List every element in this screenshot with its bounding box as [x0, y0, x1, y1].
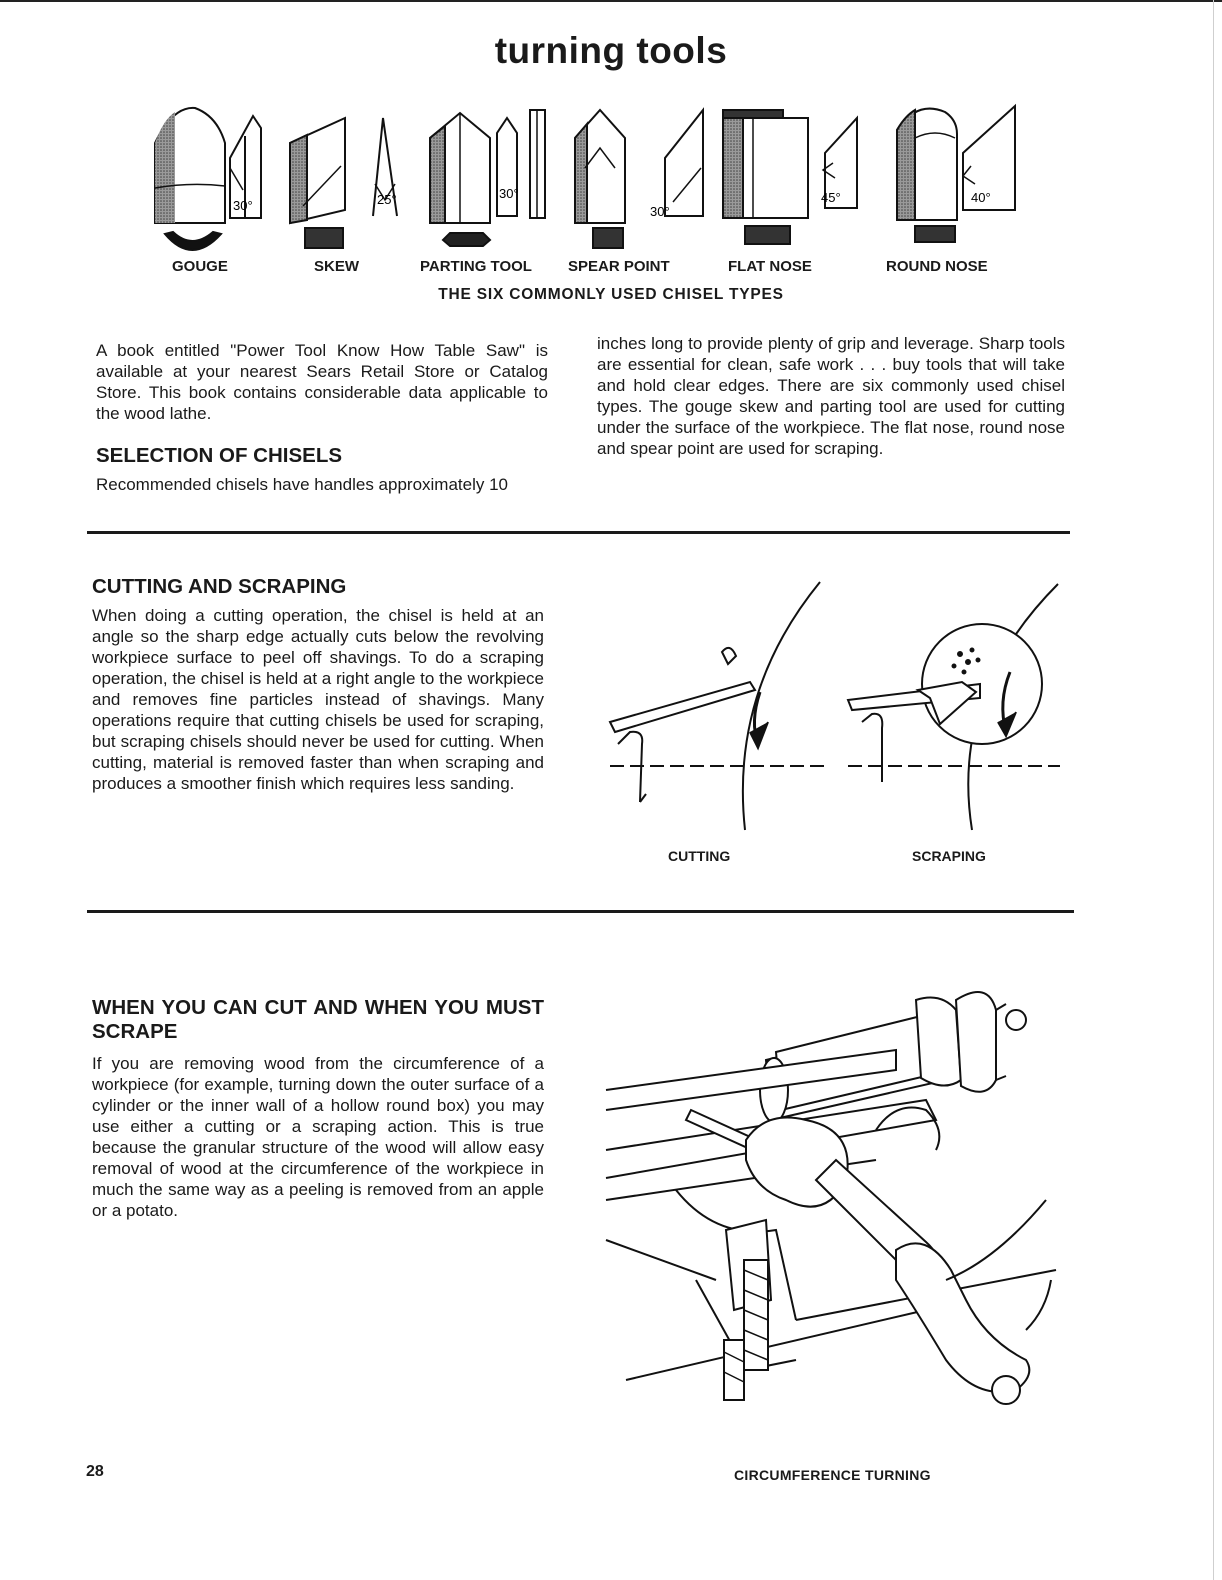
section-divider	[87, 910, 1074, 913]
flat-nose-icon	[723, 110, 857, 244]
angle-label: 30°	[499, 186, 519, 201]
cutting-scraping-diagram	[600, 572, 1070, 842]
intro-paragraph: A book entitled "Power Tool Know How Table Saw" is available at your nearest Sears Retail Store or Catalog Store. This book contains considerable data applicable to the wood lathe.	[96, 341, 548, 423]
tool-label-gouge: GOUGE	[172, 258, 228, 275]
cutting-figure-label: CUTTING	[668, 848, 731, 864]
chisel-types-illustration	[145, 98, 1025, 258]
cutting-scraping-paragraph: When doing a cutting operation, the chisel is held at an angle so the sharp edge actually cuts below the revolving workpiece surface to peel off shavings. To do a scraping operation, the chisel is held at a right angle to the workpiece and removes fine particles instead of shavings. Many operations require that cutting chisels be used for scraping, but scraping chisels should never be used for cutting. When cutting, material is removed faster than when scraping and produces a smoother finish which requires less sanding.	[92, 606, 544, 793]
angle-label: 40°	[971, 190, 991, 205]
page-right-edge	[1213, 0, 1214, 1580]
page-number: 28	[86, 1463, 104, 1480]
angle-label: 45°	[821, 190, 841, 205]
tool-label-flat-nose: FLAT NOSE	[728, 258, 812, 275]
page-top-edge	[0, 0, 1222, 2]
cut-or-scrape-heading: WHEN YOU CAN CUT AND WHEN YOU MUST SCRAPE	[92, 996, 544, 1043]
tool-label-skew: SKEW	[314, 258, 359, 275]
skew-icon	[290, 118, 397, 248]
tool-label-round-nose: ROUND NOSE	[886, 258, 988, 275]
angle-label: 30°	[233, 198, 253, 213]
lathe-turning-illustration	[596, 980, 1066, 1420]
spear-point-icon	[575, 110, 703, 248]
selection-heading: SELECTION OF CHISELS	[96, 444, 343, 467]
cutting-scraping-heading: CUTTING AND SCRAPING	[92, 575, 347, 598]
round-nose-icon	[897, 106, 1015, 242]
cut-or-scrape-paragraph: If you are removing wood from the circumference of a workpiece (for example, turning down the outer surface of a cylinder or the inner wall of a hollow round box) you may use either a cutting or a scraping action. This is true because the granular structure of the wood will allow easy removal of wood at the circumference of the workpiece in much the same way as a peeling is removed from an apple or a potato.	[92, 1054, 544, 1220]
tool-label-spear-point: SPEAR POINT	[568, 258, 670, 275]
selection-paragraph-cont: inches long to provide plenty of grip and leverage. Sharp tools are essential for clean, safe work . . . buy tools that will take and hold clear edges. There are six commonly used chisel types. The gouge skew and parting tool are used for cutting under the surface of the workpiece. The flat nose, round nose and spear point are used for scraping.	[597, 334, 1065, 458]
scraping-figure-label: SCRAPING	[912, 848, 986, 864]
chisel-types-caption: THE SIX COMMONLY USED CHISEL TYPES	[438, 286, 784, 303]
section-divider	[87, 531, 1070, 534]
footer-section-title: CIRCUMFERENCE TURNING	[734, 1467, 931, 1483]
tool-label-parting-tool: PARTING TOOL	[420, 258, 532, 275]
selection-paragraph-start: Recommended chisels have handles approximately 10	[96, 475, 509, 494]
parting-tool-icon	[430, 110, 545, 246]
page-title: turning tools	[494, 30, 728, 71]
gouge-icon	[155, 108, 261, 250]
angle-label: 30°	[650, 204, 670, 219]
angle-label: 25°	[377, 192, 397, 207]
